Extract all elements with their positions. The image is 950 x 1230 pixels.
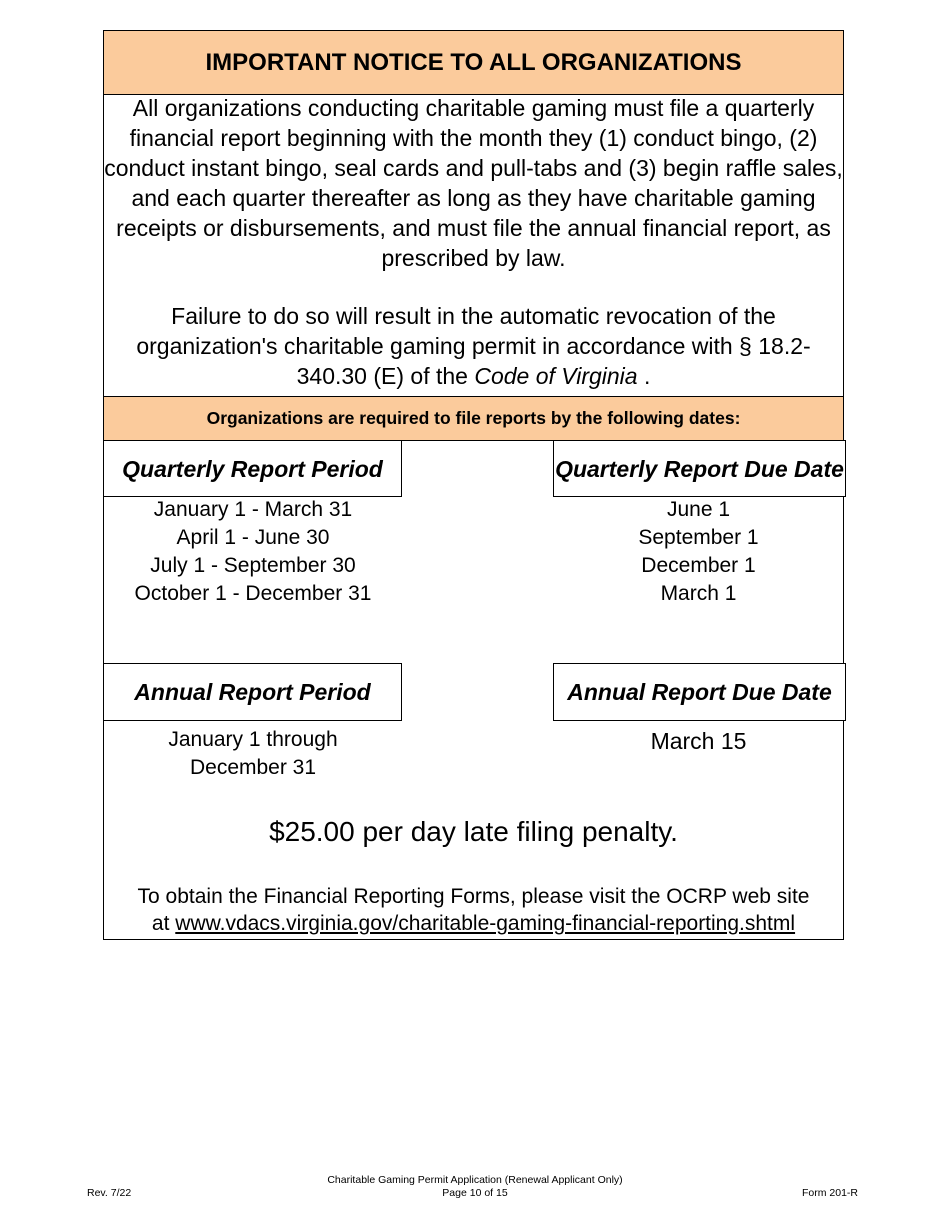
annual-due-value: March 15 <box>650 728 747 754</box>
filing-dates-heading: Organizations are required to file reports by the following dates: <box>104 396 843 441</box>
quarterly-period-item: April 1 - June 30 <box>176 526 330 549</box>
quarterly-due-header <box>553 440 846 497</box>
annual-due-header <box>553 663 846 721</box>
notice-paragraph-2 <box>104 301 843 391</box>
annual-due-header-text: Annual Report Due Date <box>567 679 832 705</box>
quarterly-period-item: January 1 - March 31 <box>153 498 353 521</box>
footer-page-number: Page 10 of 15 <box>442 1187 508 1199</box>
quarterly-due-item: June 1 <box>666 498 731 521</box>
quarterly-due-item: March 1 <box>660 582 737 605</box>
notice-box <box>103 30 844 940</box>
forms-instructions <box>104 883 843 937</box>
annual-period-value <box>104 726 402 782</box>
forms-instructions-line: To obtain the Financial Reporting Forms, please visit the OCRP web site <box>137 885 810 908</box>
annual-period-header-text: Annual Report Period <box>134 679 371 705</box>
quarterly-due-item: September 1 <box>638 526 759 549</box>
quarterly-period-item: July 1 - September 30 <box>150 554 356 577</box>
notice-paragraph-2-end: . <box>637 363 651 389</box>
quarterly-period-list <box>104 496 402 608</box>
quarterly-period-item: October 1 - December 31 <box>134 582 372 605</box>
financial-reporting-link[interactable]: www.vdacs.virginia.gov/charitable-gaming-financial-reporting.shtml <box>175 912 796 935</box>
annual-period-header <box>103 663 402 721</box>
notice-paragraph-1: All organizations conducting charitable gaming must file a quarterly financial report beginning with the month they (1) conduct bingo, (2) conduct instant bingo, seal cards and pull-tabs and (3) begin raffle sales, and each quarter thereafter as long as they have charitable gaming receipts or disbursements, and must file the annual financial report, as prescribed by law. <box>104 95 843 271</box>
forms-instructions-link-line <box>104 910 843 937</box>
notice-title: IMPORTANT NOTICE TO ALL ORGANIZATIONS <box>104 31 843 95</box>
quarterly-period-header <box>103 440 402 497</box>
annual-period-line: December 31 <box>189 756 317 779</box>
footer-form-title: Charitable Gaming Permit Application (Renewal Applicant Only) <box>327 1174 623 1186</box>
footer-revision: Rev. 7/22 <box>87 1187 132 1199</box>
annual-period-line: January 1 through <box>168 728 338 751</box>
forms-link-prefix: at <box>151 912 176 935</box>
code-of-virginia-citation: Code of Virginia <box>474 363 638 389</box>
quarterly-due-item: December 1 <box>641 554 756 577</box>
quarterly-period-header-text: Quarterly Report Period <box>122 455 383 482</box>
late-filing-penalty: $25.00 per day late filing penalty. <box>269 816 678 847</box>
quarterly-due-header-text: Quarterly Report Due Date <box>555 455 844 482</box>
footer-form-number: Form 201-R <box>802 1187 859 1199</box>
notice-paragraph-2-text: Failure to do so will result in the automatic revocation of the organization's charitable gaming permit in accordance with § 18.2-340.30 (E) of the <box>136 303 811 389</box>
quarterly-due-list <box>553 496 844 608</box>
